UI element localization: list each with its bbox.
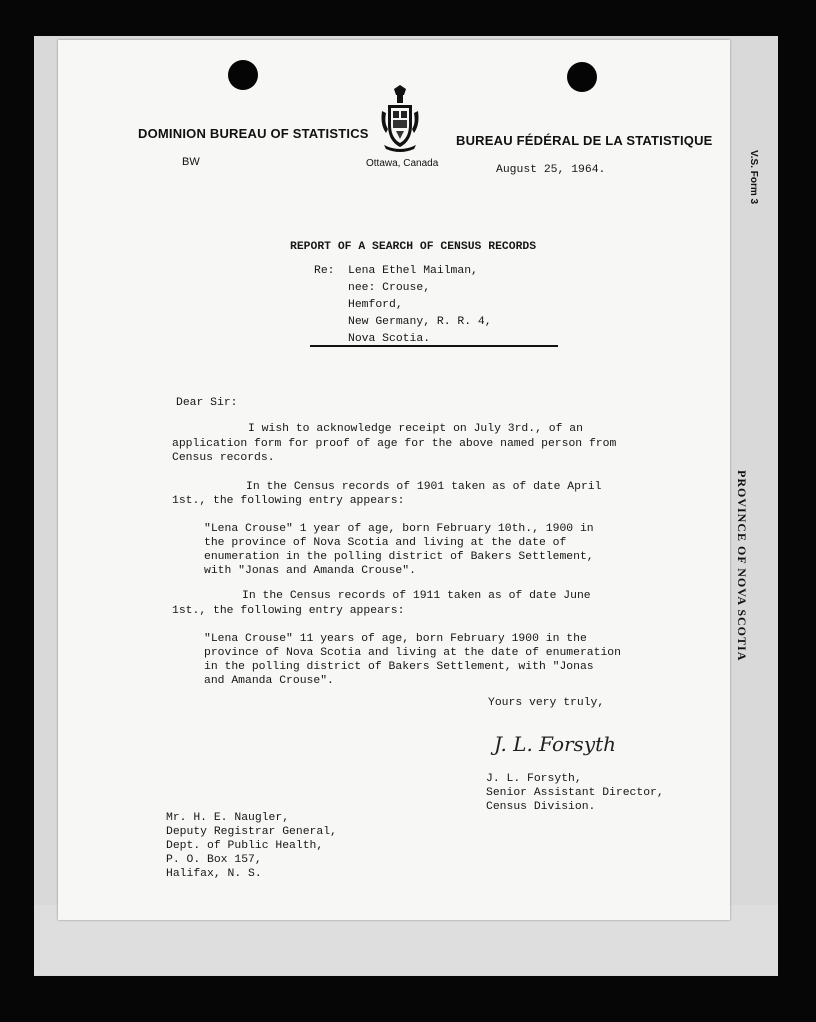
letter-date: August 25, 1964. [496,164,606,176]
signatory-name: J. L. Forsyth, [486,773,582,785]
initials: BW [182,156,200,168]
punch-hole-left [228,60,258,90]
coat-of-arms-icon [380,85,420,153]
bureau-title-en: DOMINION BUREAU OF STATISTICS [138,126,369,141]
paragraph-line: Census records. [172,452,275,464]
re-underline [310,345,558,347]
quote-line: "Lena Crouse" 1 year of age, born February 10th., 1900 in [204,523,594,535]
recipient-line: Halifax, N. S. [166,868,262,880]
location: Ottawa, Canada [366,158,439,169]
letter-page [58,40,730,920]
quote-line: and Amanda Crouse". [204,675,334,687]
paragraph-line: 1st., the following entry appears: [172,495,405,507]
re-line: Lena Ethel Mailman, [348,265,478,277]
re-label: Re: [314,265,335,277]
recipient-line: Mr. H. E. Naugler, [166,812,290,824]
quote-line: enumeration in the polling district of Bakers Settlement, [204,551,594,563]
signatory-division: Census Division. [486,801,596,813]
closing: Yours very truly, [488,697,605,709]
recipient-line: Deputy Registrar General, [166,826,337,838]
re-line: New Germany, R. R. 4, [348,316,492,328]
re-line: nee: Crouse, [348,282,431,294]
signatory-title: Senior Assistant Director, [486,787,664,799]
quote-line: in the polling district of Bakers Settlement, with "Jonas [204,661,594,673]
paragraph-line: application form for proof of age for the above named person from [172,438,617,450]
bureau-title-fr: BUREAU FÉDÉRAL DE LA STATISTIQUE [456,133,713,148]
recipient-line: P. O. Box 157, [166,854,262,866]
punch-hole-right [567,62,597,92]
form-number-label: V.S. Form 3 [748,150,759,205]
report-title: REPORT OF A SEARCH OF CENSUS RECORDS [290,241,537,253]
quote-line: the province of Nova Scotia and living at the date of [204,537,567,549]
recipient-line: Dept. of Public Health, [166,840,324,852]
quote-line: with "Jonas and Amanda Crouse". [204,565,416,577]
paragraph-line: In the Census records of 1911 taken as of date June [242,590,591,602]
quote-line: province of Nova Scotia and living at the date of enumeration [204,647,621,659]
re-line: Hemford, [348,299,403,311]
salutation: Dear Sir: [176,397,238,409]
re-line: Nova Scotia. [348,333,431,345]
quote-line: "Lena Crouse" 11 years of age, born February 1900 in the [204,633,587,645]
handwritten-signature: J. L. Forsyth [494,732,617,756]
paragraph-line: I wish to acknowledge receipt on July 3rd., of an [248,423,583,435]
paragraph-line: 1st., the following entry appears: [172,605,405,617]
province-label: PROVINCE OF NOVA SCOTIA [735,470,749,662]
paragraph-line: In the Census records of 1901 taken as of date April [246,481,602,493]
